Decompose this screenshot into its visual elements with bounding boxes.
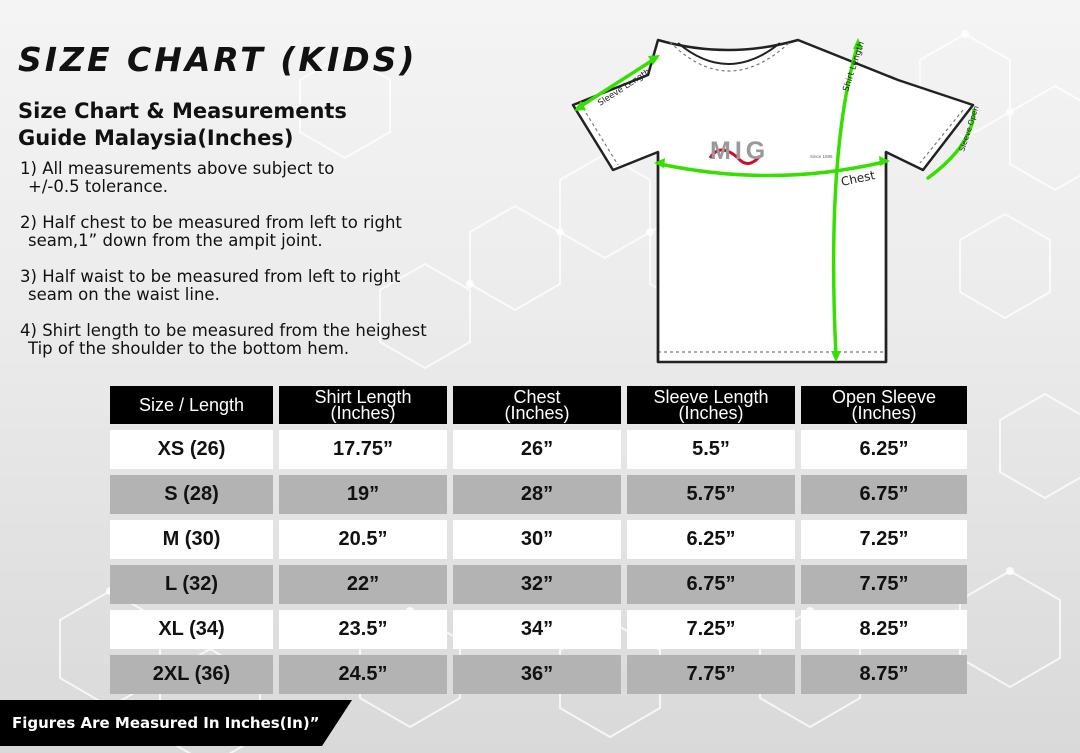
cell-shirt-length: 20.5”	[279, 520, 447, 559]
cell-sleeve-length: 7.25”	[627, 610, 795, 649]
column-header-open-sleeve: Open Sleeve (Inches)	[801, 386, 967, 424]
table-row	[110, 520, 967, 559]
cell-shirt-length: 17.75”	[279, 430, 447, 469]
note-text-continued: +/-0.5 tolerance.	[28, 177, 168, 196]
cell-sleeve-length: 6.75”	[627, 565, 795, 604]
page-subtitle: Size Chart & Measurements Guide Malaysia(Inches)	[18, 99, 347, 150]
tshirt-measurement-diagram	[568, 30, 988, 370]
svg-text:MIG: MIG	[710, 137, 770, 165]
cell-open-sleeve: 7.75”	[801, 565, 967, 604]
cell-open-sleeve: 8.25”	[801, 610, 967, 649]
cell-chest: 26”	[453, 430, 621, 469]
cell-size: XS (26)	[110, 430, 273, 469]
cell-size: S (28)	[110, 475, 273, 514]
note-item	[20, 268, 480, 304]
note-number: 3)	[20, 267, 37, 286]
note-text: All measurements above subject to	[42, 159, 335, 178]
note-text-continued: Tip of the shoulder to the bottom hem.	[28, 339, 350, 358]
note-number: 4)	[20, 321, 37, 340]
column-header-size: Size / Length	[110, 386, 273, 424]
footer-banner	[0, 700, 352, 746]
cell-chest: 32”	[453, 565, 621, 604]
page-title: SIZE CHART (KIDS)	[18, 40, 418, 79]
table-header-row	[110, 386, 967, 424]
cell-sleeve-length: 7.75”	[627, 655, 795, 694]
cell-shirt-length: 24.5”	[279, 655, 447, 694]
column-header-shirt-length: Shirt Length (Inches)	[279, 386, 447, 424]
note-text-continued: seam,1” down from the ampit joint.	[28, 231, 323, 250]
measurement-notes	[20, 160, 480, 376]
cell-shirt-length: 22”	[279, 565, 447, 604]
cell-open-sleeve: 8.75”	[801, 655, 967, 694]
size-chart-table	[104, 380, 973, 700]
tshirt-outline	[573, 40, 973, 362]
cell-sleeve-length: 5.5”	[627, 430, 795, 469]
note-text-continued: seam on the waist line.	[28, 285, 220, 304]
table-row	[110, 565, 967, 604]
cell-shirt-length: 19”	[279, 475, 447, 514]
cell-chest: 30”	[453, 520, 621, 559]
cell-chest: 34”	[453, 610, 621, 649]
cell-size: L (32)	[110, 565, 273, 604]
column-header-chest: Chest (Inches)	[453, 386, 621, 424]
chest-label: Chest	[839, 168, 877, 189]
cell-size: 2XL (36)	[110, 655, 273, 694]
column-header-sleeve-length: Sleeve Length (Inches)	[627, 386, 795, 424]
cell-open-sleeve: 6.25”	[801, 430, 967, 469]
note-item	[20, 322, 480, 358]
note-text: Shirt length to be measured from the heighest	[42, 321, 427, 340]
sleeve-open-label: Sleeve Open	[957, 104, 981, 153]
table-row	[110, 655, 967, 694]
cell-chest: 28”	[453, 475, 621, 514]
cell-open-sleeve: 6.75”	[801, 475, 967, 514]
note-text: Half chest to be measured from left to right	[42, 213, 402, 232]
note-item	[20, 214, 480, 250]
note-number: 1)	[20, 159, 37, 178]
cell-size: XL (34)	[110, 610, 273, 649]
note-number: 2)	[20, 213, 37, 232]
shirt-length-label: Shirt Length	[841, 40, 867, 93]
svg-text:Since 1996: Since 1996	[810, 154, 833, 159]
cell-sleeve-length: 5.75”	[627, 475, 795, 514]
cell-size: M (30)	[110, 520, 273, 559]
table-row	[110, 475, 967, 514]
footer-note: Figures Are Measured In Inches(In)”	[12, 714, 320, 732]
note-item	[20, 160, 480, 196]
table-row	[110, 430, 967, 469]
cell-sleeve-length: 6.25”	[627, 520, 795, 559]
note-text: Half waist to be measured from left to right	[42, 267, 401, 286]
sleeve-length-label: Sleeve Length	[596, 67, 653, 109]
cell-open-sleeve: 7.25”	[801, 520, 967, 559]
cell-chest: 36”	[453, 655, 621, 694]
cell-shirt-length: 23.5”	[279, 610, 447, 649]
table-row	[110, 610, 967, 649]
